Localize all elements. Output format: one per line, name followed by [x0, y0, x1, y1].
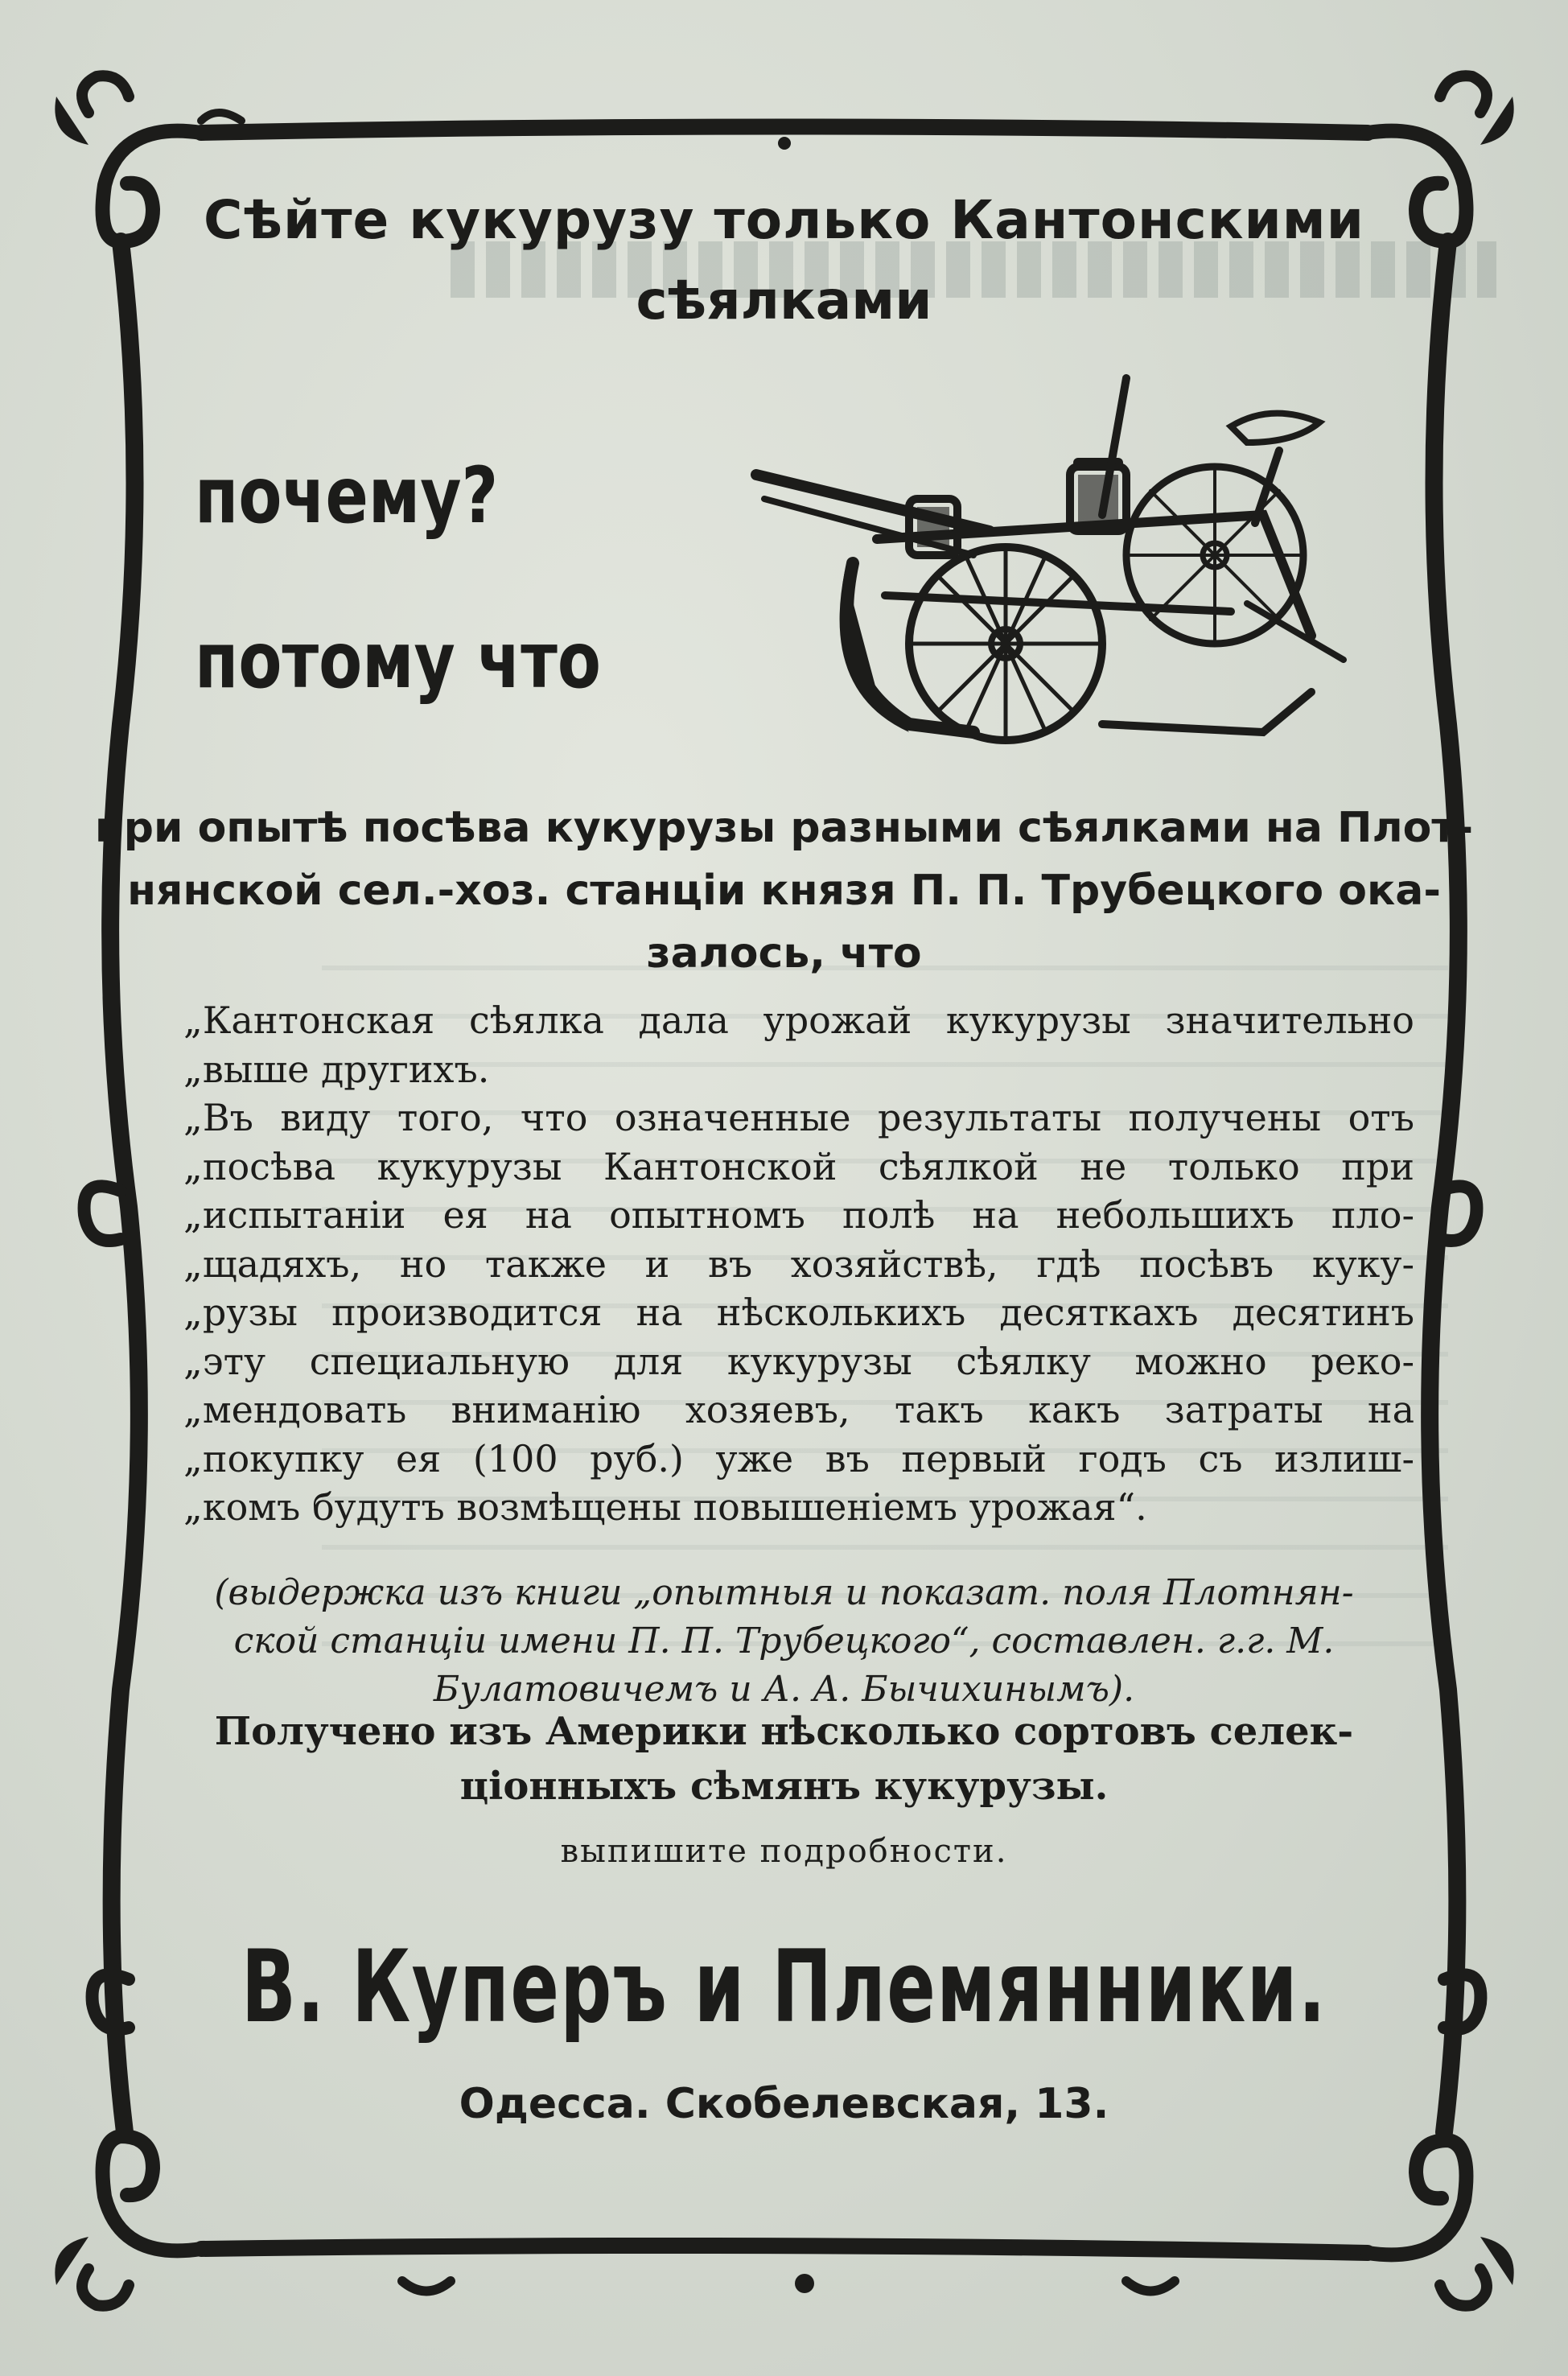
corn-seeder-illustration	[748, 354, 1360, 756]
source-line: Булатовичемъ и А. А. Бычихинымъ).	[433, 1669, 1135, 1710]
source-line: (выдержка изъ книги „опытныя и показат. поля Плотнян-	[214, 1572, 1354, 1613]
company-address: Одесса. Скобелевская, 13.	[459, 2080, 1109, 2128]
quote-line: „рузы производится на нѣсколькихъ десяткахъ десятинъ	[183, 1291, 1414, 1334]
intro-paragraph	[0, 797, 1568, 985]
quote-line: „Кантонская сѣялка дала урожай кукурузы значительно	[183, 999, 1414, 1042]
quote-line: „посѣва кукурузы Кантонской сѣялкой не только при	[183, 1144, 1414, 1188]
intro-line: залось, что	[646, 929, 922, 978]
source-line: ской станцiи имени П. П. Трубецкого“, составлен. г.г. М.	[233, 1620, 1335, 1662]
why-heading: почему?	[195, 451, 499, 541]
quote-line: „комъ будутъ возмѣщены повышенiемъ урожая“.	[183, 1485, 1147, 1529]
quote-line: „выше другихъ.	[183, 1047, 490, 1091]
quote-line: „щадяхъ, но также и въ хозяйствѣ, гдѣ посѣвъ куку-	[183, 1242, 1414, 1286]
received-line: цiонныхъ сѣмянъ кукурузы.	[459, 1764, 1109, 1809]
received-line: Получено изъ Америки нѣсколько сортовъ селек-	[214, 1709, 1354, 1754]
quote-line: „эту специальную для кукурузы сѣялку можно реко-	[183, 1339, 1414, 1383]
received-notice	[0, 1704, 1568, 1814]
quote-line: „Въ виду того, что означенные результаты получены отъ	[183, 1096, 1414, 1139]
because-heading: потому что	[195, 616, 601, 706]
quote-line: „мендовать вниманiю хозяевъ, такъ какъ затраты на	[183, 1388, 1414, 1431]
quote-paragraph	[183, 996, 1414, 1532]
company-name: В. Куперъ и Племянники.	[241, 1929, 1327, 2045]
source-citation	[0, 1569, 1568, 1714]
intro-line: нянской сел.-хоз. станцiи князя П. П. Трубецкого ока-	[127, 867, 1441, 915]
details-note: выпишите подробности.	[560, 1833, 1008, 1870]
intro-line: при опытѣ посѣва кукурузы разными сѣялками на Плот-	[94, 804, 1474, 852]
quote-line: „покупку ея (100 руб.) уже въ первый годъ съ излиш-	[183, 1436, 1414, 1480]
headline-line2: сѣялками	[636, 270, 932, 331]
headline-line1: Сѣйте кукурузу только Кантонскими	[204, 189, 1364, 251]
quote-line: „испытанiи ея на опытномъ полѣ на небольшихъ пло-	[183, 1193, 1414, 1237]
